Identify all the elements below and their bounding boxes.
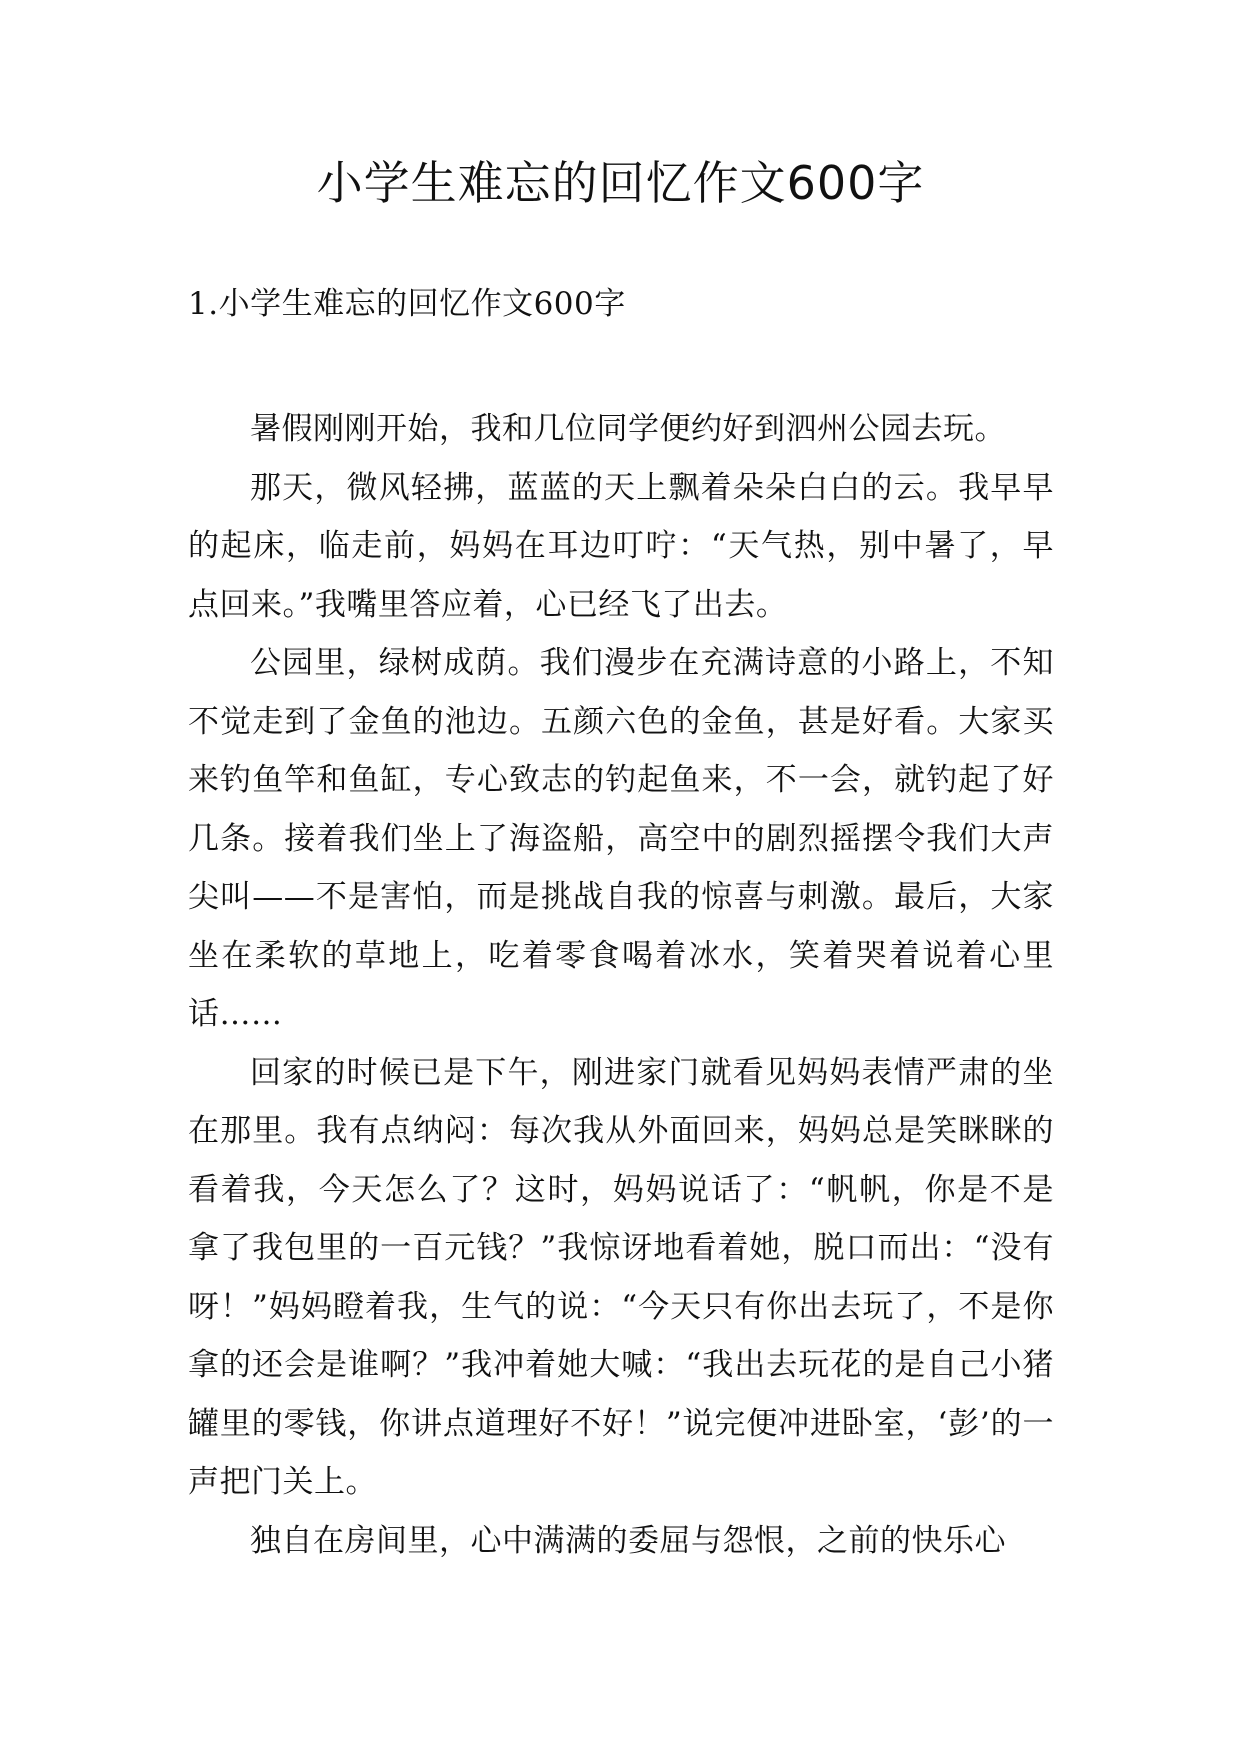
paragraph: 那天，微风轻拂，蓝蓝的天上飘着朵朵白白的云。我早早的起床，临走前，妈妈在耳边叮咛：“天气热，别中暑了，早点回来。”我嘴里答应着，心已经飞了出去。 [188,469,1054,623]
section-heading: 1.小学生难忘的回忆作文600字 [188,286,626,322]
article-body [188,400,1054,1570]
paragraph: 回家的时候已是下午，刚进家门就看见妈妈表情严肃的坐在那里。我有点纳闷：每次我从外面回来，妈妈总是笑眯眯的看着我，今天怎么了？这时，妈妈说话了：“帆帆，你是不是拿了我包里的一百元钱？”我惊讶地看着她，脱口而出：“没有呀！”妈妈瞪着我，生气的说：“今天只有你出去玩了，不是你拿的还会是谁啊？”我冲着她大喊：“我出去玩花的是自己小猪罐里的零钱，你讲点道理好不好！”说完便冲进卧室，‘彭’的一声把门关上。 [188,1054,1054,1500]
paragraph: 公园里，绿树成荫。我们漫步在充满诗意的小路上，不知不觉走到了金鱼的池边。五颜六色的金鱼，甚是好看。大家买来钓鱼竿和鱼缸，专心致志的钓起鱼来，不一会，就钓起了好几条。接着我们坐上了海盗船，高空中的剧烈摇摆令我们大声尖叫——不是害怕，而是挑战自我的惊喜与刺激。最后，大家坐在柔软的草地上，吃着零食喝着冰水，笑着哭着说着心里话…… [188,645,1054,1032]
document-title: 小学生难忘的回忆作文600字 [316,156,925,210]
paragraph: 暑假刚刚开始，我和几位同学便约好到泗州公园去玩。 [250,411,1006,447]
paragraph: 独自在房间里，心中满满的委屈与怨恨，之前的快乐心 [250,1522,1006,1559]
